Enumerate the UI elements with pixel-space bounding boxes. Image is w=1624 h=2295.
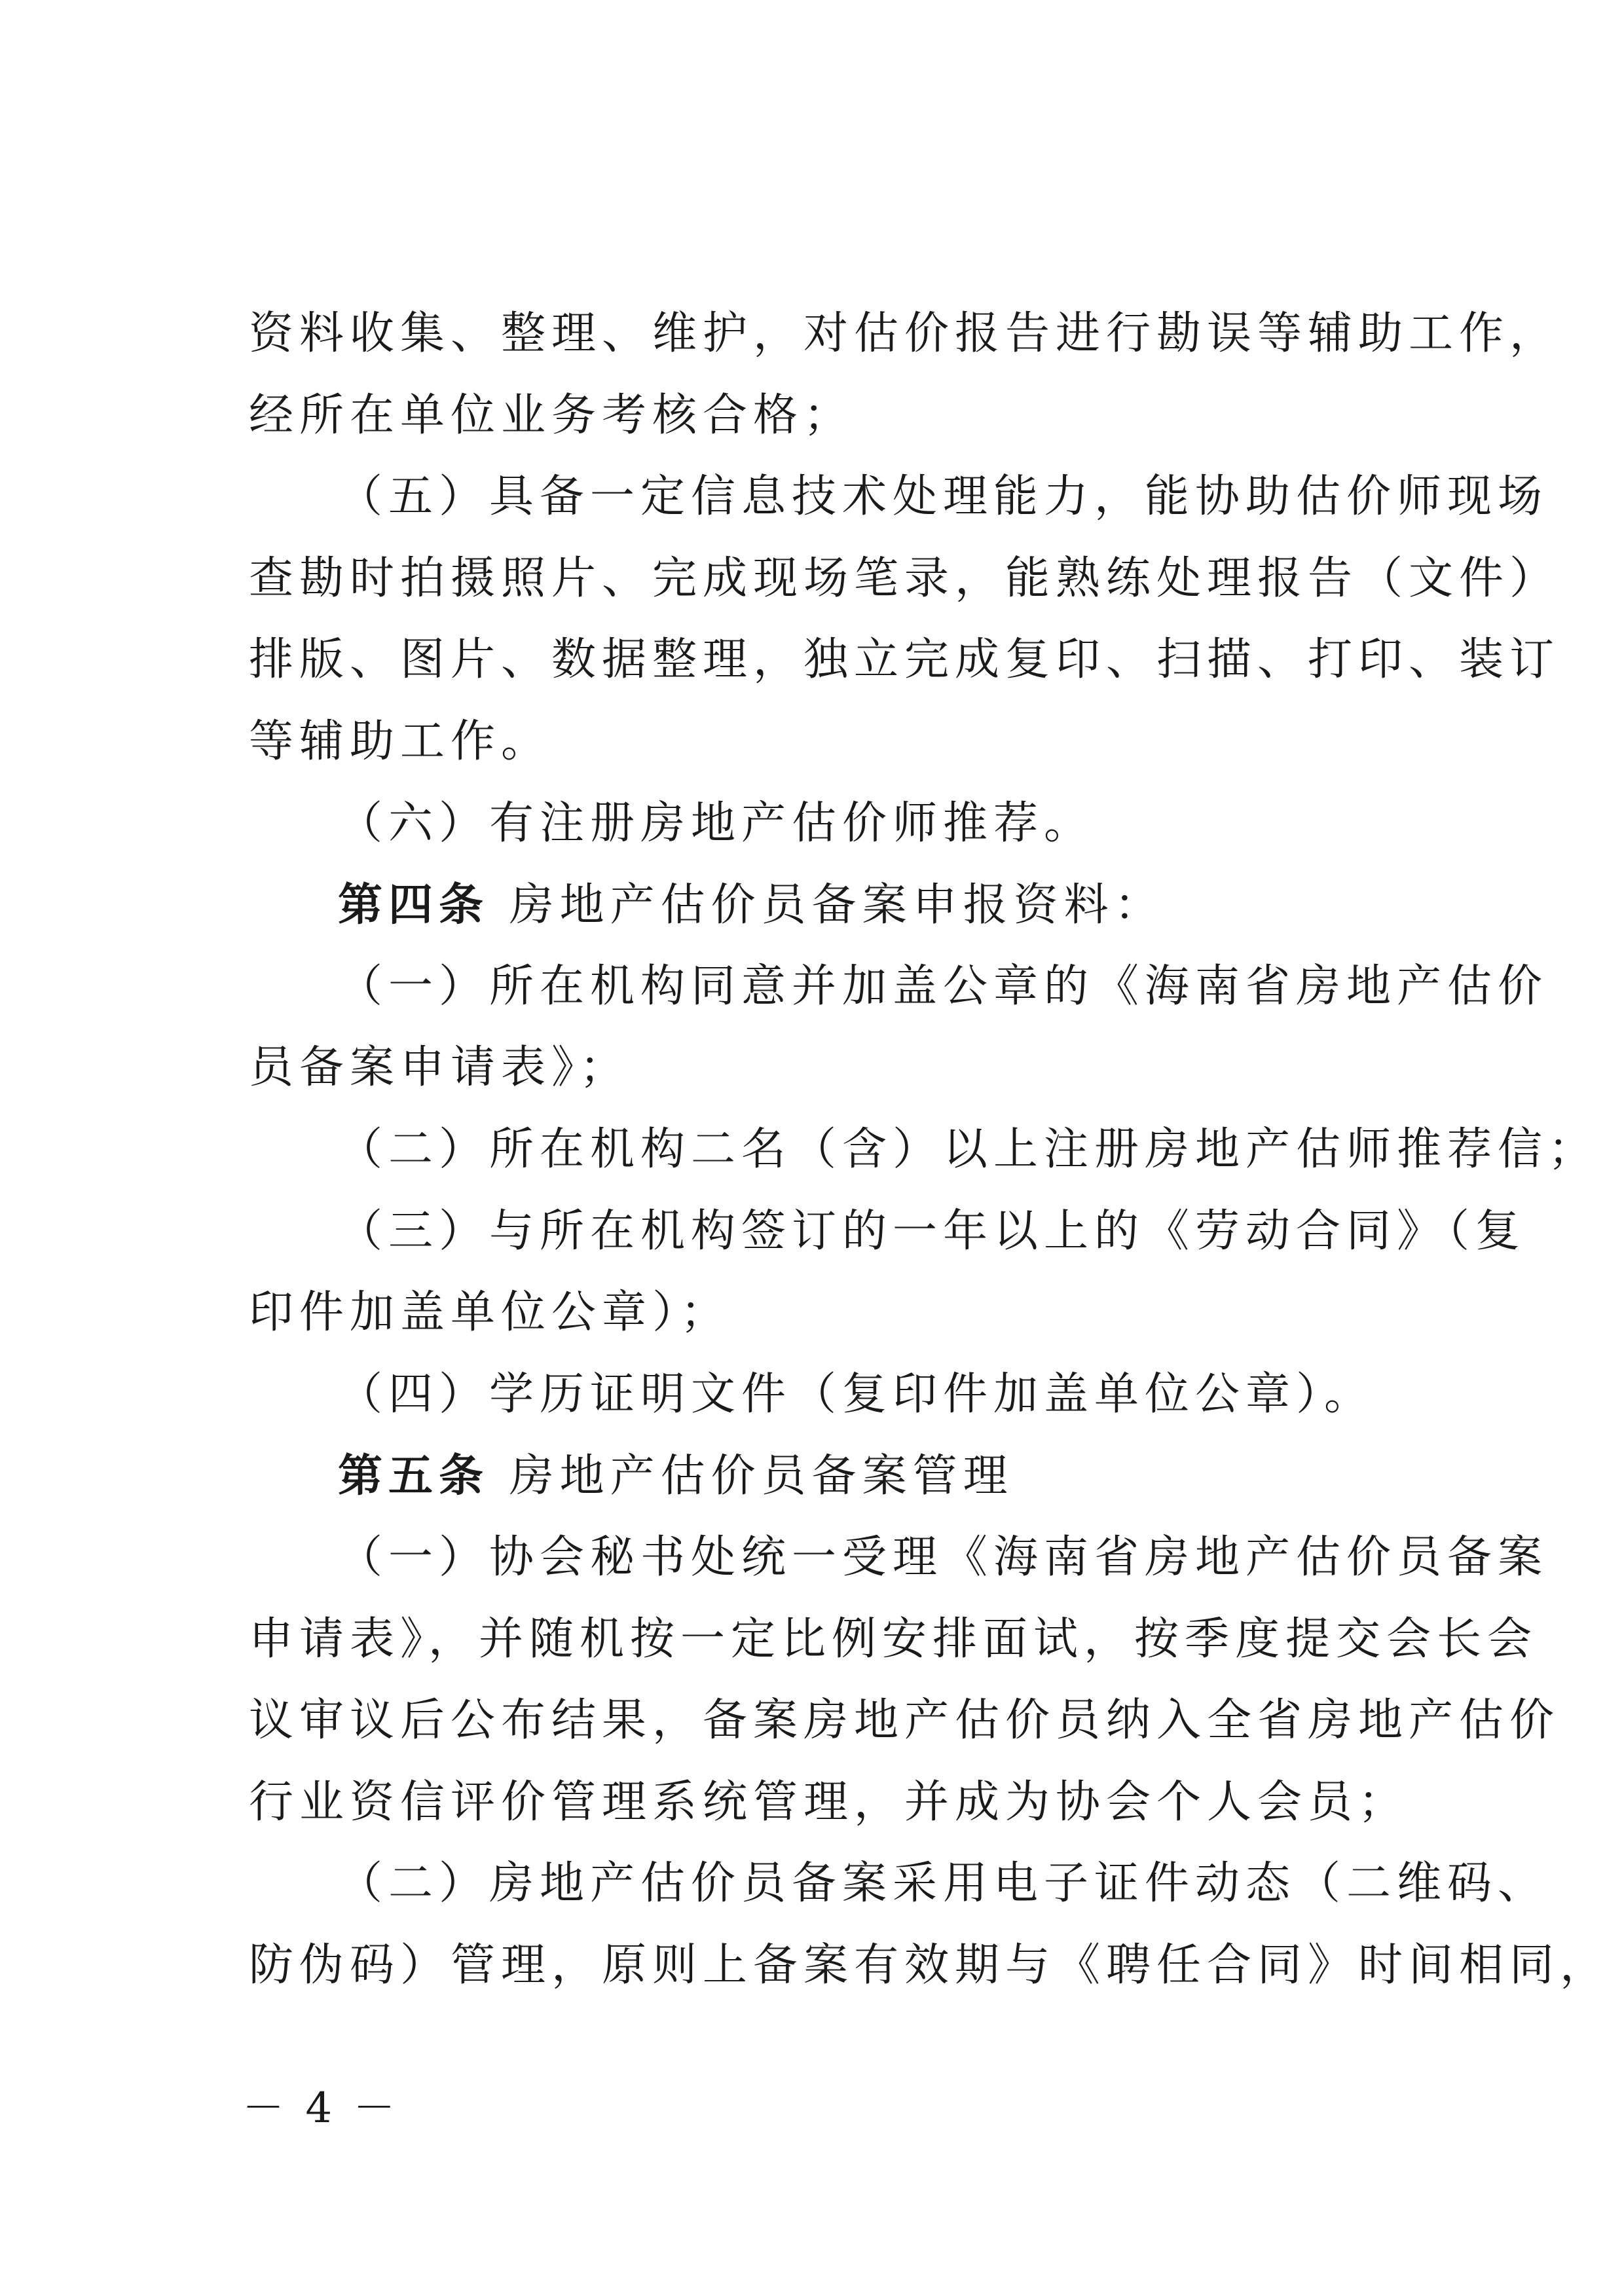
paragraph-line <box>249 1109 1599 1191</box>
line-text: （五）具备一定信息技术处理能力，能协助估价师现场 <box>338 471 1549 523</box>
paragraph-line <box>249 619 1560 701</box>
line-text: 房地产估价员备案申报资料： <box>509 879 1165 932</box>
line-text: 申请表》，并随机按一定比例安排面试，按季度提交会长会 <box>249 1613 1538 1665</box>
paragraph-line <box>249 538 1560 620</box>
paragraph-line <box>249 1354 1375 1436</box>
spacer <box>489 1450 509 1502</box>
paragraph-line <box>249 456 1549 538</box>
paragraph-line <box>249 1599 1538 1681</box>
line-text: 行业资信评价管理系统管理，并成为协会个人会员； <box>249 1776 1409 1828</box>
line-text: （三）与所在机构签订的一年以上的《劳动合同》（复 <box>338 1205 1526 1257</box>
line-text: 防伪码）管理，原则上备案有效期与《聘任合同》时间相同， <box>249 1939 1611 1991</box>
line-text: 等辅助工作。 <box>249 715 552 767</box>
paragraph-line <box>249 293 1560 375</box>
paragraph-line <box>249 1843 1549 1925</box>
paragraph-line <box>249 1272 1375 1354</box>
line-text: 议审议后公布结果，备案房地产估价员纳入全省房地产估价 <box>249 1695 1560 1747</box>
spacer <box>489 879 509 931</box>
page-number: － 4 － <box>242 2084 399 2133</box>
line-text: （一）协会秘书处统一受理《海南省房地产估价员备案 <box>338 1531 1549 1583</box>
paragraph-line <box>249 701 1375 783</box>
paragraph-line <box>249 1517 1549 1599</box>
body-text <box>249 293 1611 2006</box>
article-number: 第四条 <box>338 879 490 932</box>
paragraph-line <box>249 1680 1560 1762</box>
line-text: 资料收集、整理、维护，对估价报告进行勘误等辅助工作， <box>249 308 1560 359</box>
paragraph-line <box>249 375 1375 457</box>
paragraph-line <box>249 946 1549 1028</box>
paragraph-line <box>249 1762 1409 1844</box>
line-text: 查勘时拍摄照片、完成现场笔录，能熟练处理报告（文件） <box>249 552 1560 604</box>
article-heading-line <box>249 864 1375 946</box>
paragraph-line <box>249 1027 1375 1109</box>
article-number: 第五条 <box>338 1450 490 1503</box>
paragraph-line <box>249 1925 1611 2007</box>
paragraph-line <box>249 1191 1526 1273</box>
line-text: 排版、图片、数据整理，独立完成复印、扫描、打印、装订 <box>249 634 1560 686</box>
line-text: （一）所在机构同意并加盖公章的《海南省房地产估价 <box>338 960 1549 1012</box>
paragraph-line <box>249 783 1375 865</box>
line-text: （二）所在机构二名（含）以上注册房地产估师推荐信； <box>338 1123 1599 1175</box>
line-text: （二）房地产估价员备案采用电子证件动态（二维码、 <box>338 1858 1549 1910</box>
line-text: 印件加盖单位公章）； <box>249 1287 731 1339</box>
line-text: 经所在单位业务考核合格； <box>249 389 855 441</box>
line-text: 房地产估价员备案管理 <box>509 1450 1014 1503</box>
line-text: （六）有注册房地产估价师推荐。 <box>338 797 1095 849</box>
article-heading-line <box>249 1435 1375 1517</box>
line-text: 员备案申请表》； <box>249 1042 631 1094</box>
line-text: （四）学历证明文件（复印件加盖单位公章）。 <box>338 1368 1375 1420</box>
